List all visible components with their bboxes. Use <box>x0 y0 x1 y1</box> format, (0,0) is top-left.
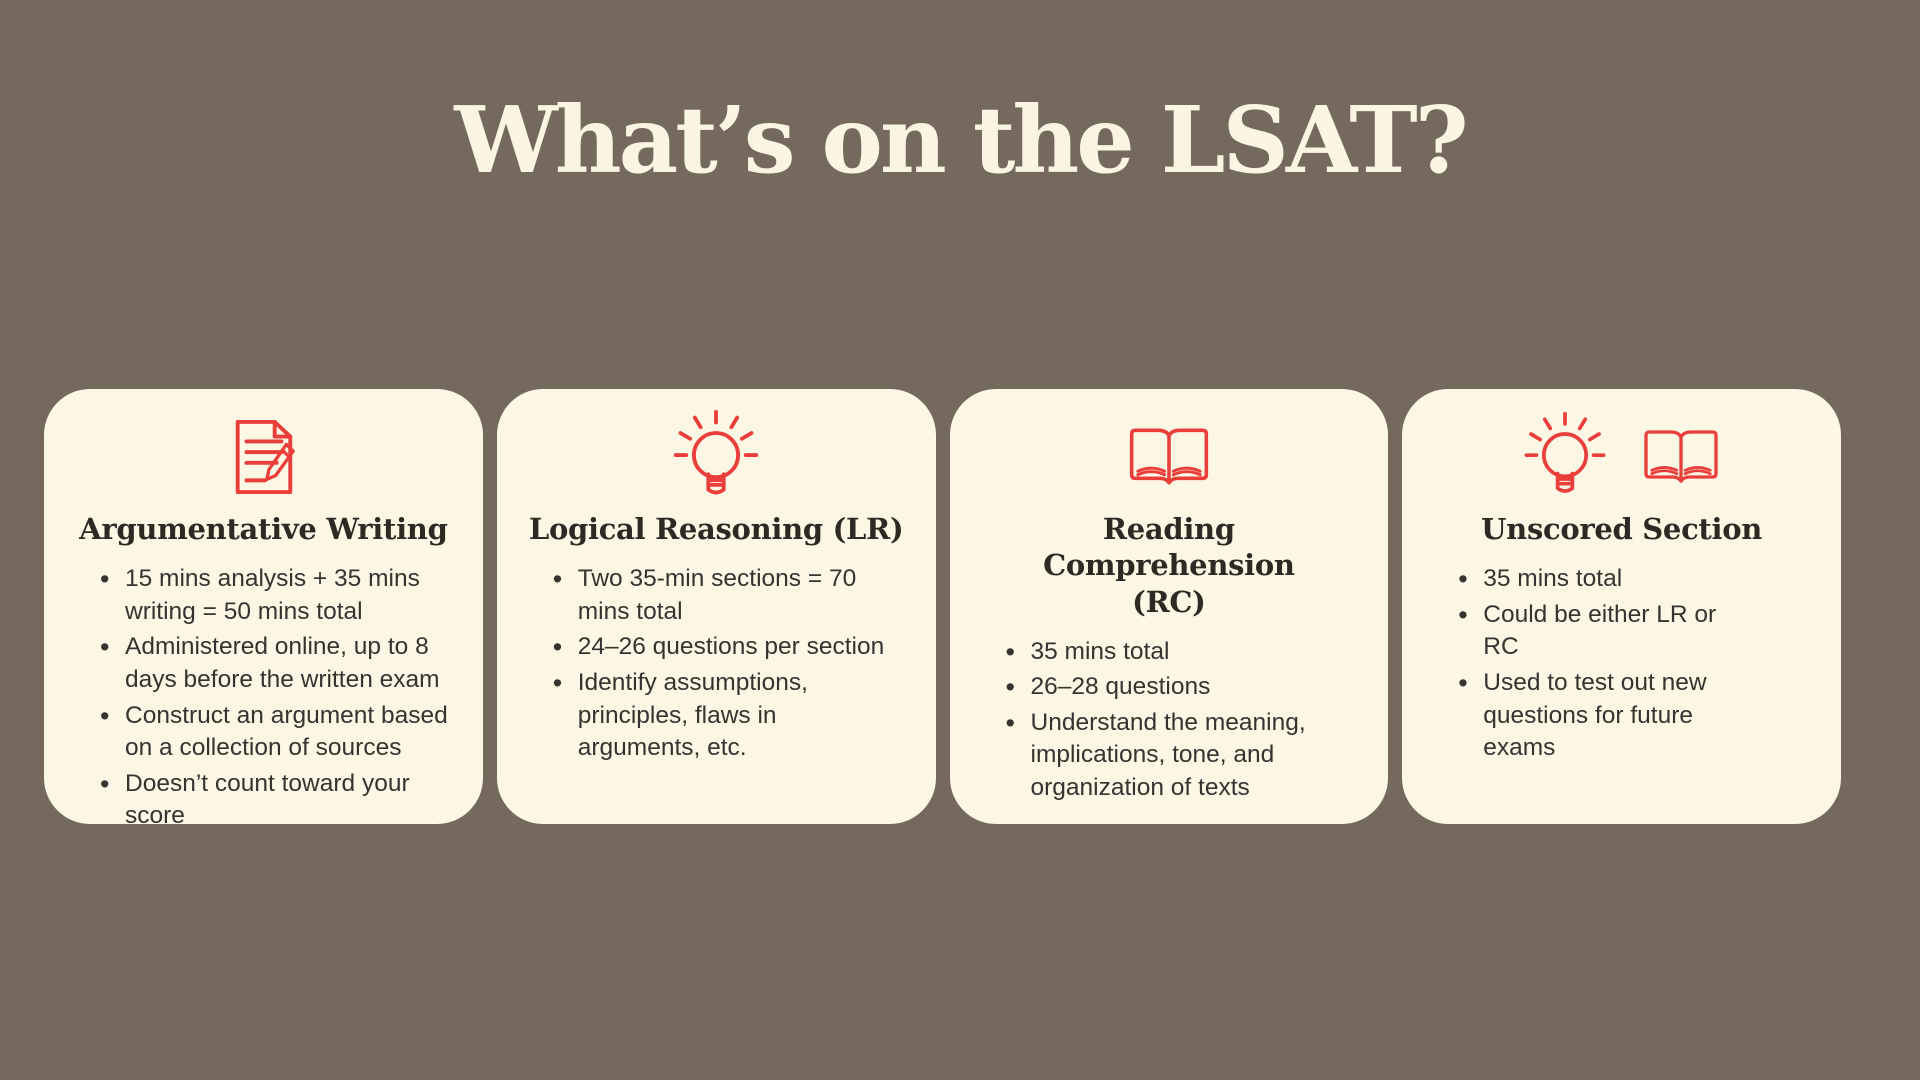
card-bullet-list <box>980 636 1359 805</box>
bullet-item: • 35 mins total <box>1456 563 1753 596</box>
card-title: Unscored Section <box>1481 512 1763 546</box>
lightbulb-icon <box>1519 409 1611 505</box>
card-icon-row <box>1432 407 1811 507</box>
card-icon-row <box>74 407 453 507</box>
card-title: Reading Comprehension (RC) <box>1043 512 1295 619</box>
document-pencil-icon <box>226 418 300 496</box>
card-logical-reasoning <box>497 389 936 824</box>
bullet-item: • Could be either LR or RC <box>1456 599 1753 664</box>
bullet-item: • Doesn’t count toward your score <box>98 768 453 833</box>
bullet-item: • Identify assumptions, principles, flaws in arguments, etc. <box>551 667 906 765</box>
bullet-item: • Administered online, up to 8 days before the written exam <box>98 631 453 696</box>
card-bullet-list <box>1432 563 1811 764</box>
bullet-item: • Construct an argument based on a collection of sources <box>98 700 453 765</box>
card-title: Logical Reasoning (LR) <box>528 512 904 546</box>
open-book-icon <box>1121 425 1217 489</box>
card-icon-row <box>527 407 906 507</box>
card-title: Argumentative Writing <box>79 512 448 546</box>
card-bullet-list <box>74 563 453 833</box>
bullet-item: • Used to test out new questions for future exams <box>1456 667 1753 765</box>
cards-row <box>44 389 1841 830</box>
card-unscored-section <box>1402 389 1841 824</box>
bullet-item: • 24–26 questions per section <box>551 631 906 664</box>
card-icon-row <box>980 407 1359 507</box>
bullet-item: • Two 35-min sections = 70 mins total <box>551 563 906 628</box>
page-title: What’s on the LSAT? <box>454 86 1466 194</box>
card-reading-comprehension <box>950 389 1389 824</box>
card-argumentative-writing <box>44 389 483 830</box>
bullet-item: • 15 mins analysis + 35 mins writing = 50 mins total <box>98 563 453 628</box>
bullet-item: • Understand the meaning, implications, tone, and organization of texts <box>1004 707 1359 805</box>
lightbulb-icon <box>668 407 764 507</box>
open-book-icon <box>1637 427 1725 487</box>
card-bullet-list <box>527 563 906 764</box>
bullet-item: • 26–28 questions <box>1004 671 1359 704</box>
bullet-item: • 35 mins total <box>1004 636 1359 669</box>
